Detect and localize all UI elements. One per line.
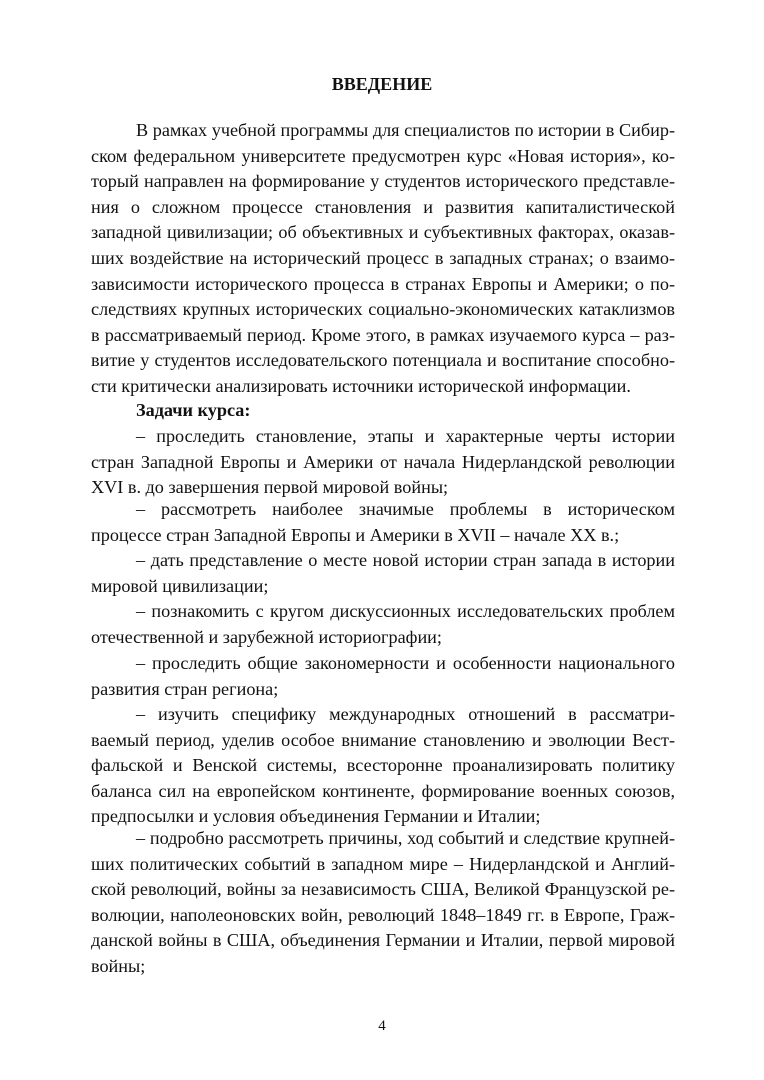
task-item: – рассмотреть наиболее значимые проблемы в историческом процессе стран Западной Европы и Америки в XVII – начале XX в.; (91, 499, 675, 545)
task-item: – подробно рассмотреть причины, ход событий и следствие крупнейших политических событий в западном мире – Нидерландской и Английской революций, войны за независимость США, Великой Французской революции, наполеоновских войн, революций 1848–1849 гг. в Европе, Гражданской войны в США, объединения Германии и Италии, первой мировой войны; (91, 828, 675, 976)
page-title: ВВЕДЕНИЕ (331, 74, 433, 94)
task-item: – дать представление о месте новой истории стран запада в истории мировой цивилизации; (91, 550, 675, 596)
page-number: 4 (378, 1018, 386, 1034)
tasks-heading: Задачи курса: (136, 400, 251, 420)
task-item: – проследить общие закономерности и особенности национального развития стран региона; (91, 653, 675, 699)
intro-paragraph: В рамках учебной программы для специалистов по истории в Сибирском федеральном университете предусмотрен курс «Новая история», который направлен на формирование у студентов исторического представления о сложном процессе становления и развития капиталистической западной цивилизации; об объективных и субъективных факторах, оказавших воздействие на исторический процесс в западных странах; о взаимозависимости исторического процесса в странах Европы и Америки; о последствиях крупных исторических социально-экономических катаклизмов в рассматриваемый период. Кроме этого, в рамках изучаемого курса – развитие у студентов исследовательского потенциала и воспитание способности критически анализировать источники исторической информации. (91, 120, 675, 396)
task-item: – проследить становление, этапы и характерные черты истории стран Западной Европы и Америки от начала Нидерландской революции XVI в. до завершения первой мировой войны; (91, 426, 675, 498)
task-item: – изучить специфику международных отношений в рассматриваемый период, уделив особое внимание становлению и эволюции Вестфальской и Венской системы, всесторонне проанализировать политику баланса сил на европейском континенте, формирование военных союзов, предпосылки и условия объединения Германии и Италии; (91, 704, 675, 827)
task-item: – познакомить с кругом дискуссионных исследовательских проблем отечественной и зарубежной историографии; (91, 601, 675, 647)
